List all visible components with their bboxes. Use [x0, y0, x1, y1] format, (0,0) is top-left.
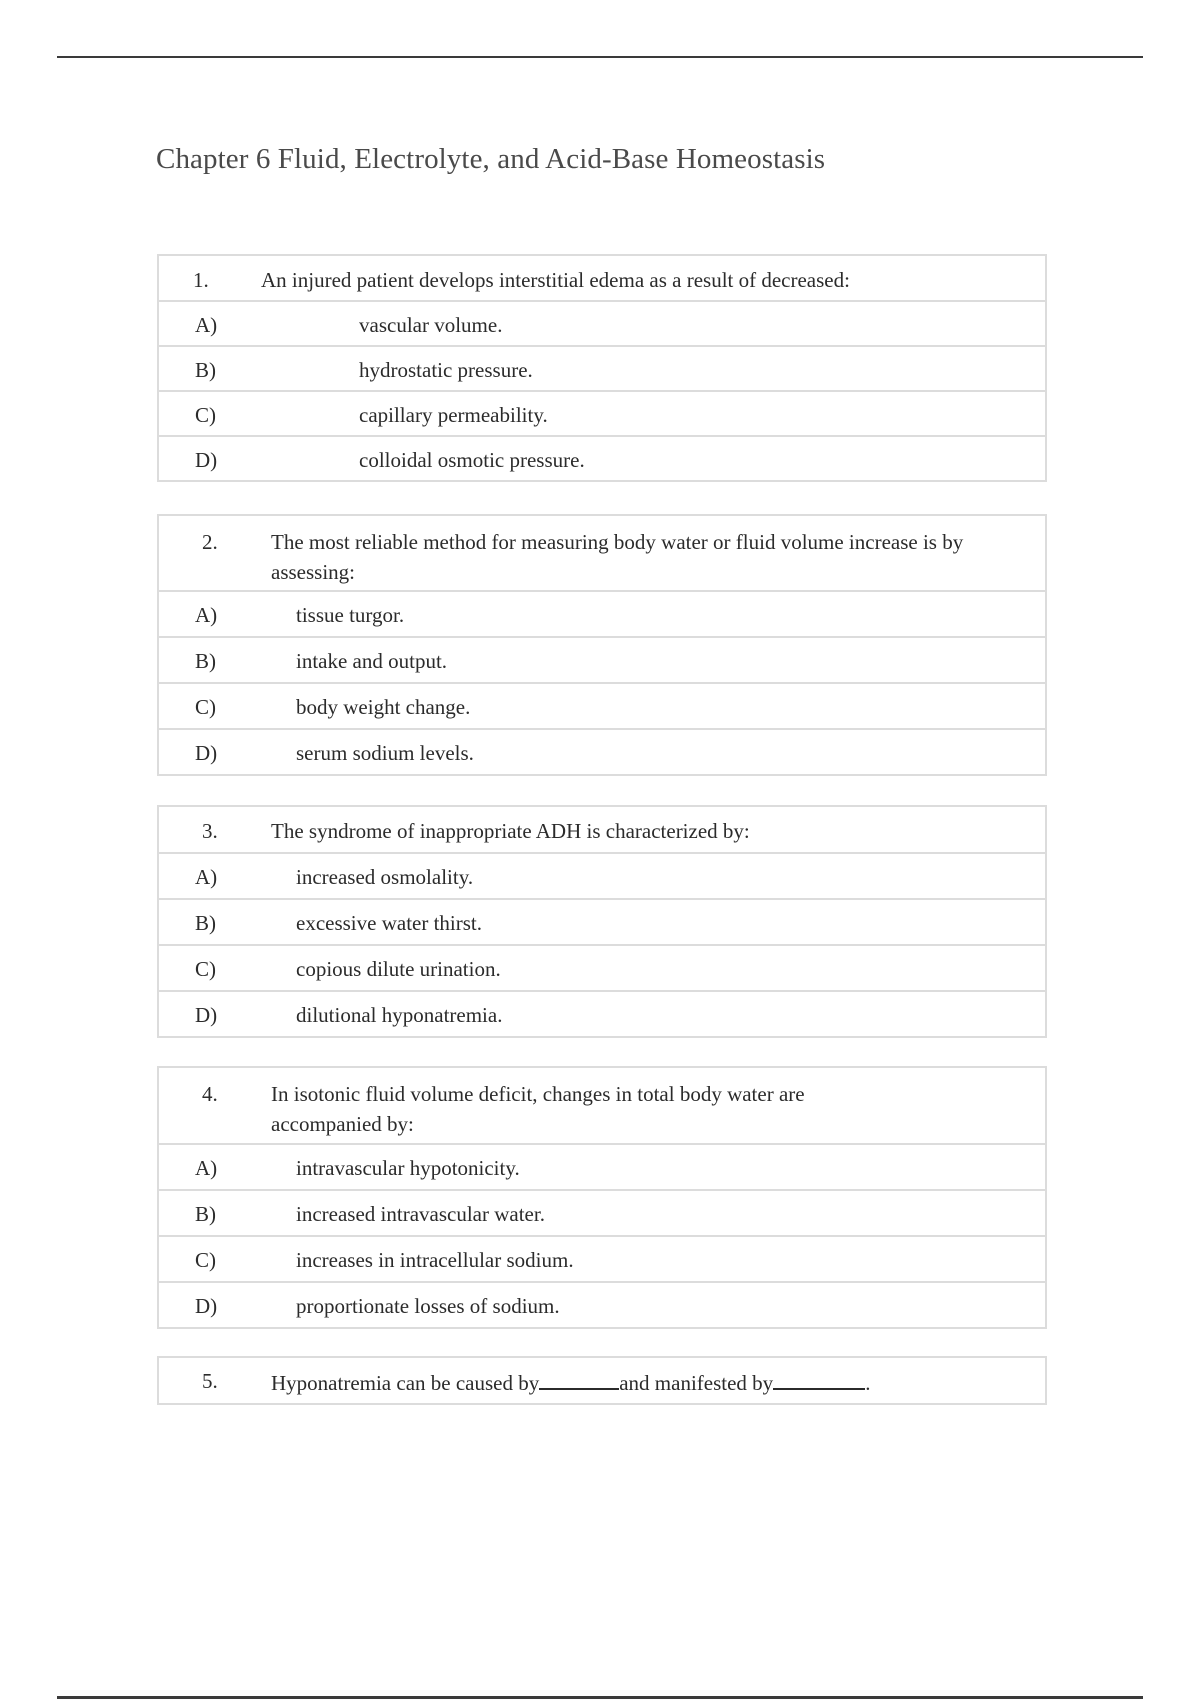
- option-row-a: [159, 590, 1045, 636]
- option-label: B): [195, 911, 216, 935]
- bottom-rule: [57, 1696, 1143, 1699]
- option-row-c: [159, 1235, 1045, 1281]
- option-label: C): [195, 403, 216, 427]
- option-label: C): [195, 957, 216, 981]
- question-stem: The most reliable method for measuring body water or fluid volume increase is by assessing:: [271, 530, 964, 584]
- question-number: 4.: [202, 1082, 218, 1106]
- question-stem: In isotonic fluid volume deficit, changes in total body water are accompanied by:: [271, 1082, 805, 1136]
- option-label: C): [195, 1248, 216, 1272]
- option-row-a: [159, 300, 1045, 345]
- question-3: [157, 805, 1047, 1038]
- question-number: 1.: [193, 268, 209, 292]
- option-row-d: [159, 990, 1045, 1036]
- option-text: colloidal osmotic pressure.: [359, 448, 585, 472]
- question-4-stem-row: [159, 1068, 1045, 1143]
- document-title: Chapter 6 Fluid, Electrolyte, and Acid-Base Homeostasis: [156, 143, 826, 175]
- option-text: capillary permeability.: [359, 403, 548, 427]
- option-label: B): [195, 1202, 216, 1226]
- question-stem: The syndrome of inappropriate ADH is characterized by:: [271, 819, 750, 843]
- question-1-stem-row: [159, 256, 1045, 300]
- option-text: hydrostatic pressure.: [359, 358, 533, 382]
- stem-part-1: Hyponatremia can be caused by: [271, 1371, 540, 1395]
- question-5: [157, 1356, 1047, 1405]
- question-5-stem-row: [159, 1358, 1045, 1403]
- option-row-b: [159, 345, 1045, 390]
- question-number: 2.: [202, 530, 218, 554]
- option-text: increases in intracellular sodium.: [296, 1248, 574, 1272]
- question-2-stem-row: [159, 516, 1045, 590]
- answer-blank-2: [773, 1366, 865, 1390]
- question-stem: [271, 1366, 1045, 1398]
- option-text: dilutional hyponatremia.: [296, 1003, 503, 1027]
- option-row-b: [159, 1189, 1045, 1235]
- option-label: D): [195, 1003, 218, 1027]
- option-row-a: [159, 1143, 1045, 1189]
- option-text: intravascular hypotonicity.: [296, 1156, 520, 1180]
- option-text: excessive water thirst.: [296, 911, 483, 935]
- question-4: [157, 1066, 1047, 1329]
- option-row-b: [159, 898, 1045, 944]
- top-rule: [57, 56, 1143, 58]
- option-label: A): [195, 865, 218, 889]
- option-row-a: [159, 852, 1045, 898]
- option-label: D): [195, 741, 218, 765]
- option-label: D): [195, 1294, 218, 1318]
- option-text: copious dilute urination.: [296, 957, 501, 981]
- option-label: A): [195, 313, 218, 337]
- stem-part-2: and manifested by: [619, 1371, 774, 1395]
- option-row-b: [159, 636, 1045, 682]
- option-label: A): [195, 603, 218, 627]
- option-row-d: [159, 728, 1045, 774]
- option-text: proportionate losses of sodium.: [296, 1294, 560, 1318]
- answer-blank-1: [539, 1366, 619, 1390]
- option-text: intake and output.: [296, 649, 448, 673]
- option-label: D): [195, 448, 218, 472]
- question-number: 3.: [202, 819, 218, 843]
- option-row-c: [159, 944, 1045, 990]
- option-label: B): [195, 649, 216, 673]
- option-text: body weight change.: [296, 695, 471, 719]
- question-2: [157, 514, 1047, 776]
- option-label: A): [195, 1156, 218, 1180]
- question-stem: An injured patient develops interstitial edema as a result of decreased:: [261, 268, 850, 292]
- option-row-d: [159, 435, 1045, 480]
- option-label: B): [195, 358, 216, 382]
- option-row-c: [159, 390, 1045, 435]
- question-number: 5.: [202, 1369, 218, 1393]
- option-label: C): [195, 695, 216, 719]
- option-text: increased osmolality.: [296, 865, 474, 889]
- option-text: vascular volume.: [359, 313, 503, 337]
- option-text: serum sodium levels.: [296, 741, 474, 765]
- question-1: [157, 254, 1047, 482]
- option-row-d: [159, 1281, 1045, 1327]
- option-text: tissue turgor.: [296, 603, 405, 627]
- stem-part-3: .: [865, 1371, 871, 1395]
- option-text: increased intravascular water.: [296, 1202, 545, 1226]
- question-3-stem-row: [159, 807, 1045, 852]
- option-row-c: [159, 682, 1045, 728]
